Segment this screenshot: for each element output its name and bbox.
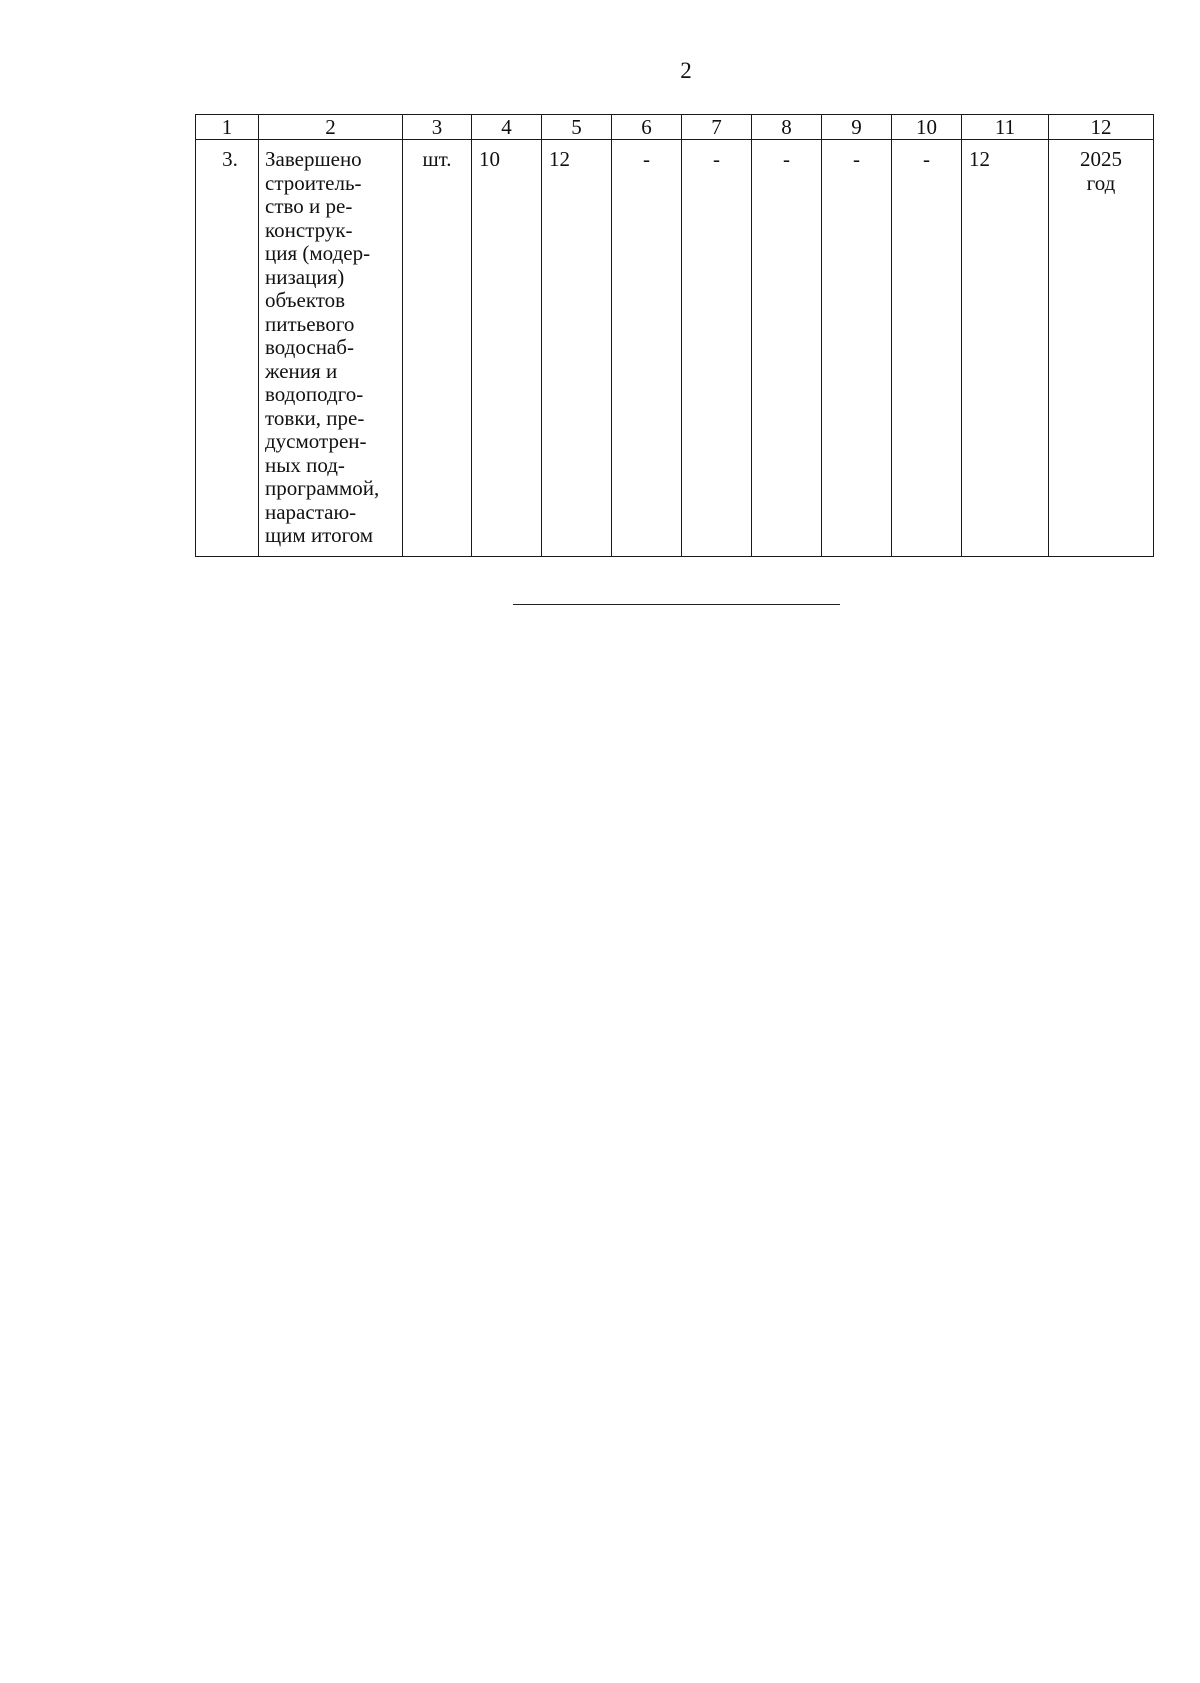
indicator-name-line: щим итогом <box>265 523 374 547</box>
col-9-cell <box>822 140 892 557</box>
col-11-cell <box>962 140 1049 557</box>
col-11-value: 12 <box>969 147 990 171</box>
header-cell-8: 8 <box>752 115 822 140</box>
indicator-name-line: жения и <box>265 358 338 383</box>
indicator-name-line: питьевого <box>265 311 355 336</box>
header-cell-11: 11 <box>962 115 1049 140</box>
col-9-value: - <box>853 147 860 171</box>
header-cell-5: 5 <box>542 115 612 140</box>
col-7-value: - <box>713 147 720 171</box>
header-cell-3: 3 <box>403 115 472 140</box>
indicator-name-line: ных под- <box>265 452 345 477</box>
header-cell-1: 1 <box>196 115 259 140</box>
indicator-name-line: Завершено <box>265 147 362 171</box>
row-number-cell <box>196 140 259 557</box>
indicator-name-line: товки, пре- <box>265 405 365 430</box>
unit-value: шт. <box>422 147 452 171</box>
col-10-value: - <box>923 147 930 171</box>
col-7-cell <box>682 140 752 557</box>
indicator-name-line: конструк- <box>265 217 353 242</box>
indicator-name-line: объектов <box>265 288 346 312</box>
indicator-name-line: водоподго- <box>265 382 364 406</box>
header-cell-9: 9 <box>822 115 892 140</box>
col-8-value: - <box>783 147 790 171</box>
header-cell-10: 10 <box>892 115 962 140</box>
indicators-table <box>195 114 1154 557</box>
indicator-name-cell <box>259 140 403 557</box>
header-cell-4: 4 <box>472 115 542 140</box>
page-number: 2 <box>680 58 692 83</box>
col-5-value: 12 <box>549 147 570 171</box>
indicator-name-line: программой, <box>265 476 380 500</box>
year-line: 2025 <box>1080 147 1122 171</box>
indicator-name-line: дусмотрен- <box>265 429 367 453</box>
indicator-name-line: ство и ре- <box>265 194 353 218</box>
indicator-name-line: строитель- <box>265 170 362 195</box>
row-number: 3. <box>222 147 238 171</box>
table-row <box>196 140 1154 557</box>
header-cell-7: 7 <box>682 115 752 140</box>
indicator-name-line: нарастаю- <box>265 499 357 524</box>
col-6-cell <box>612 140 682 557</box>
col-4-value: 10 <box>479 147 500 171</box>
col-10-cell <box>892 140 962 557</box>
indicator-name-line: водоснаб- <box>265 335 354 359</box>
unit-cell <box>403 140 472 557</box>
col-5-cell <box>542 140 612 557</box>
header-cell-12: 12 <box>1049 115 1154 140</box>
closing-rule <box>513 604 840 605</box>
table-header-row <box>196 115 1154 140</box>
indicator-name-line: низация) <box>265 264 345 289</box>
header-cell-6: 6 <box>612 115 682 140</box>
col-6-value: - <box>643 147 650 171</box>
year-line: год <box>1086 170 1116 195</box>
indicator-name <box>265 140 398 548</box>
header-cell-2: 2 <box>259 115 403 140</box>
indicator-name-line: ция (модер- <box>265 241 371 265</box>
year-cell <box>1049 140 1154 557</box>
col-8-cell <box>752 140 822 557</box>
year-value <box>1049 140 1153 195</box>
col-4-cell <box>472 140 542 557</box>
